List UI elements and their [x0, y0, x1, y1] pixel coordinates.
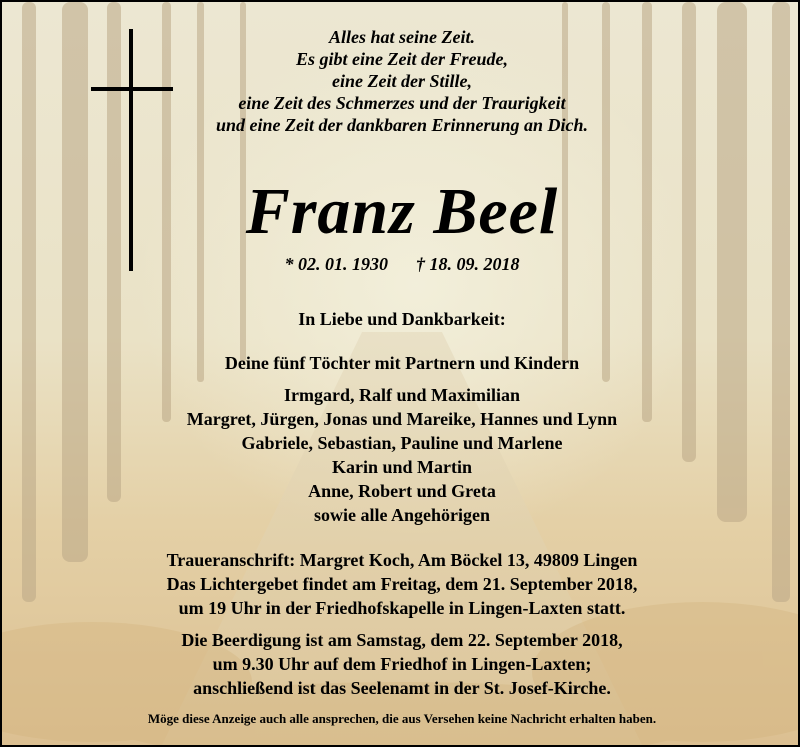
family-line: Anne, Robert und Greta: [308, 481, 496, 501]
funeral-line: um 9.30 Uhr auf dem Friedhof in Lingen-Laxten;: [212, 654, 592, 674]
birth-date: * 02. 01. 1930: [284, 254, 388, 274]
footer-note: Möge diese Anzeige auch alle ansprechen, die aus Versehen keine Nachricht erhalten haben.: [147, 711, 657, 726]
service-information: [82, 548, 722, 700]
family-line: Gabriele, Sebastian, Pauline und Marlene: [241, 433, 563, 453]
deceased-name: Franz Beel: [245, 175, 559, 248]
poem: [162, 26, 642, 136]
love-line: In Liebe und Dankbarkeit:: [298, 309, 506, 329]
life-dates: [202, 253, 602, 275]
funeral-line: anschließend ist das Seelenamt in der St. Josef-Kirche.: [193, 678, 611, 698]
death-date: † 18. 09. 2018: [416, 254, 520, 274]
family-line: sowie alle Angehörigen: [314, 505, 490, 525]
funeral-line: Die Beerdigung ist am Samstag, dem 22. September 2018,: [181, 630, 623, 650]
poem-line: und eine Zeit der dankbaren Erinnerung an Dich.: [215, 115, 589, 135]
poem-line: eine Zeit des Schmerzes und der Traurigkeit: [238, 93, 566, 113]
poem-line: Alles hat seine Zeit.: [329, 27, 475, 47]
family-line: Irmgard, Ralf und Maximilian: [283, 385, 520, 405]
family-line: Deine fünf Töchter mit Partnern und Kindern: [224, 353, 580, 373]
family-line: Margret, Jürgen, Jonas und Mareike, Hannes und Lynn: [186, 409, 618, 429]
prayer-line: Das Lichtergebet findet am Freitag, dem 21. September 2018,: [166, 574, 638, 594]
poem-line: eine Zeit der Stille,: [332, 71, 472, 91]
family-list: [102, 351, 702, 527]
mourning-address: Traueranschrift: Margret Koch, Am Böckel 13, 49809 Lingen: [166, 550, 638, 570]
family-line: Karin und Martin: [331, 457, 473, 477]
prayer-line: um 19 Uhr in der Friedhofskapelle in Lingen-Laxten statt.: [178, 598, 626, 618]
poem-line: Es gibt eine Zeit der Freude,: [296, 49, 508, 69]
